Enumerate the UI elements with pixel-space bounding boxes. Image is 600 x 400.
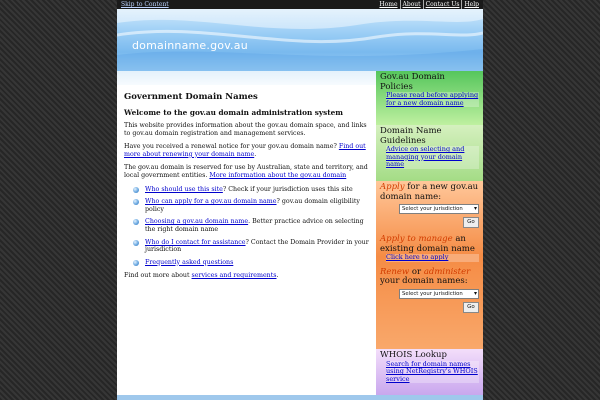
renewal-question: Have you received a renewal notice for your gov.au domain name?	[124, 143, 337, 151]
apply-manage-heading-text: an existing domain name	[380, 234, 475, 254]
list-item-text: ? gov.au domain eligibility policy	[145, 198, 360, 213]
policies-link[interactable]: Please read before applying for a new domain name	[386, 91, 479, 107]
bullet-icon	[133, 260, 139, 266]
header-banner	[117, 9, 483, 71]
renew-mid-text: or	[409, 266, 424, 277]
apply-emphasis: Apply	[380, 182, 405, 192]
list-item	[133, 239, 369, 254]
info-list	[124, 186, 369, 267]
guidelines-heading: Domain Name Guidelines	[380, 126, 442, 146]
administer-emphasis: administer	[423, 266, 471, 277]
renewal-link[interactable]: Find out more about renewing your domain name	[124, 143, 366, 158]
choosing-domain-link[interactable]: Choosing a gov.au domain name	[145, 218, 249, 226]
intro-text: This website provides information about the gov.au domain space, and links to gov.au domain registration and management services.	[124, 122, 367, 137]
list-item	[133, 218, 369, 233]
services-requirements-link[interactable]: services and requirements	[191, 272, 277, 280]
top-bar	[117, 0, 483, 9]
who-should-use-link[interactable]: Who should use this site	[145, 185, 223, 193]
top-nav	[377, 0, 481, 9]
list-item-text: . Better practice advice on selecting the right domain name	[145, 218, 364, 233]
site-title: domainname.gov.au	[132, 39, 248, 52]
list-item-text: ? Check if your jurisdiction uses this site	[222, 185, 353, 193]
page-frame	[117, 0, 483, 400]
bullet-icon	[133, 240, 139, 246]
footer-paragraph	[124, 272, 369, 280]
policies-panel	[376, 71, 483, 125]
apply-manage-emphasis: Apply to manage	[380, 234, 453, 244]
apply-panel	[376, 181, 483, 349]
who-can-apply-link[interactable]: Who can apply for a gov.au domain name	[145, 198, 277, 206]
renewal-paragraph: Have you received a renewal notice for your gov.au domain name? Find out more about renewing your domain name.	[124, 143, 366, 158]
whois-panel	[376, 349, 483, 395]
reserved-paragraph	[124, 164, 369, 179]
nav-help-link[interactable]: Help	[461, 0, 481, 9]
policies-heading: Gov.au Domain Policies	[380, 72, 445, 92]
list-item	[133, 198, 369, 213]
skip-to-content-link[interactable]: Skip to Content	[121, 1, 169, 8]
list-item-text: ? Contact the Domain Provider in your jurisdiction	[145, 238, 369, 254]
list-item	[133, 259, 369, 267]
renew-emphasis: Renew	[380, 266, 410, 277]
faq-link[interactable]: Frequently asked questions	[145, 258, 234, 266]
reserved-text: The gov.au domain is reserved for use by Australian, state and territory, and local government entities.	[124, 164, 368, 179]
apply-heading-text: for a new gov.au domain name:	[380, 182, 479, 202]
apply-jurisdiction-select[interactable]: Select your jurisdiction ▾	[399, 204, 479, 214]
renew-go-button[interactable]: Go	[463, 302, 479, 313]
whois-heading: WHOIS Lookup	[380, 350, 447, 360]
renew-heading-text: your domain names:	[380, 276, 468, 287]
bottom-border	[117, 395, 483, 400]
sidebar	[376, 71, 483, 395]
footer-text: Find out more about	[124, 272, 190, 280]
list-item	[133, 186, 369, 194]
main-content	[117, 85, 376, 395]
renew-jurisdiction-select[interactable]: Select your jurisdiction ▾	[399, 289, 479, 299]
contact-assistance-link[interactable]: Who do I contact for assistance	[145, 238, 246, 246]
nav-about-link[interactable]: About	[400, 0, 423, 9]
apply-heading	[380, 183, 479, 202]
apply-manage-heading	[380, 235, 479, 254]
page-subtitle: Welcome to the gov.au domain administration system	[124, 108, 343, 117]
reserved-info-link[interactable]: More information about the gov.au domain	[209, 171, 347, 179]
click-to-apply-link[interactable]: Click here to apply	[386, 254, 479, 262]
page-title: Government Domain Names	[124, 92, 258, 102]
nav-home-link[interactable]: Home	[379, 1, 398, 8]
bullet-icon	[133, 219, 139, 225]
footer-end: .	[276, 272, 279, 280]
apply-go-button[interactable]: Go	[463, 217, 479, 228]
bullet-icon	[133, 187, 139, 193]
guidelines-panel	[376, 125, 483, 181]
renew-heading	[380, 268, 479, 287]
whois-link[interactable]: Search for domain names using NetRegistry's WHOIS service	[386, 359, 478, 383]
guidelines-link[interactable]: Advice on selecting and managing your domain name	[386, 146, 479, 169]
bullet-icon	[133, 199, 139, 205]
nav-contact-link[interactable]: Contact Us	[423, 0, 462, 9]
